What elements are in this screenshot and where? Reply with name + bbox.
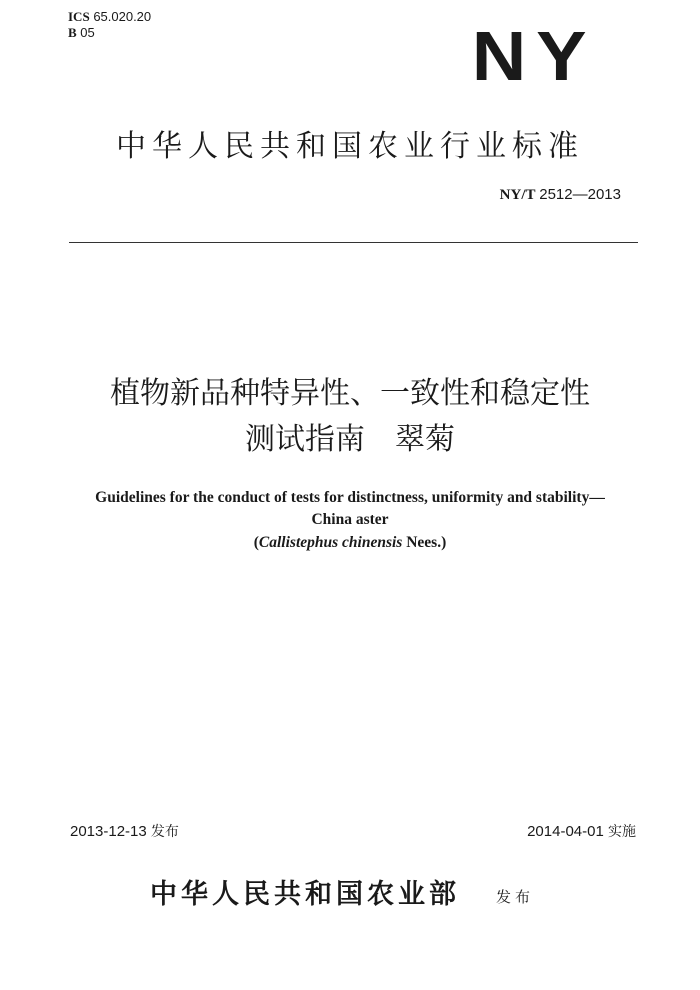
header-divider (69, 242, 638, 243)
sci-close-paren: ) (441, 534, 447, 551)
standard-category: 中华人民共和国农业行业标准 (116, 129, 584, 164)
en-scientific-name (0, 533, 700, 553)
sci-binomial: Callistephus chinensis (258, 534, 403, 551)
ny-logo: NY (471, 17, 596, 95)
ics-label: ICS (68, 9, 90, 24)
standard-number-prefix: NY/T (499, 187, 536, 203)
standard-number-value: 2512—2013 (539, 186, 621, 203)
ccs-label: B (68, 25, 77, 40)
en-title-line2: China aster (311, 511, 389, 528)
cn-title-line2: 测试指南 翠菊 (245, 422, 455, 457)
ccs-code (68, 25, 95, 40)
standard-number (500, 186, 621, 204)
sci-open-paren: ( (253, 534, 259, 551)
impl-date: 2014-04-01 (527, 823, 604, 840)
issue-date: 2013-12-13 (70, 823, 147, 840)
issuing-authority: 中华人民共和国农业部 (150, 879, 460, 910)
sci-author: Nees. (402, 534, 442, 551)
impl-date-block (527, 822, 636, 842)
ics-value: 65.020.20 (93, 9, 152, 24)
issuing-authority-suffix: 发布 (496, 888, 535, 906)
cn-title-line1: 植物新品种特异性、一致性和稳定性 (110, 376, 590, 411)
issue-label: 发布 (150, 824, 179, 840)
issue-date-block (70, 822, 179, 842)
ics-code (68, 9, 151, 24)
impl-label: 实施 (608, 824, 636, 840)
ccs-value: 05 (80, 25, 95, 40)
en-title-line1: Guidelines for the conduct of tests for distinctness, uniformity and stability— (95, 489, 605, 506)
